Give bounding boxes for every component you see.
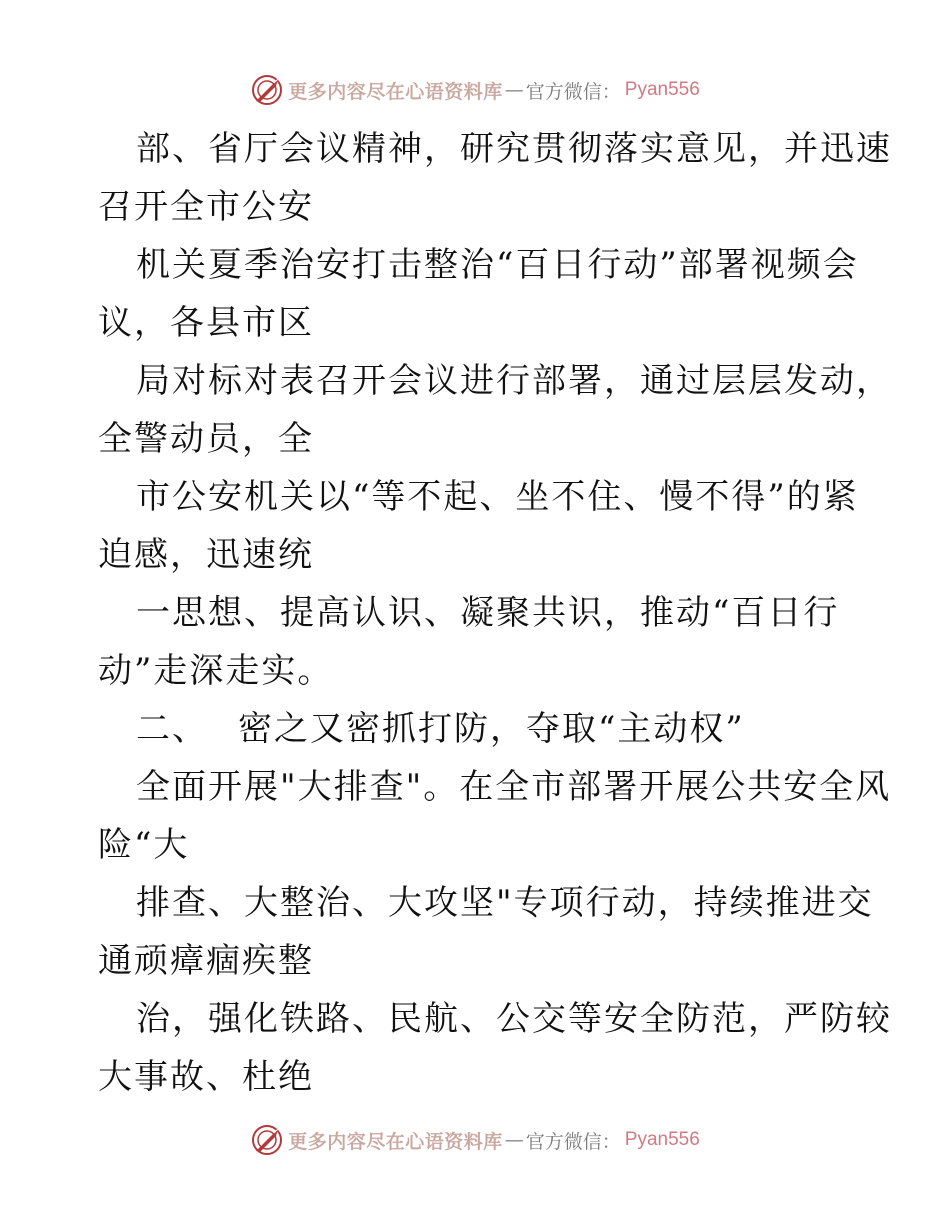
banner-wechat-label: 官方微信 — [525, 80, 602, 103]
header-banner — [0, 70, 950, 110]
body-line: 全警动员，全 — [98, 419, 314, 459]
body-line: 险“大 — [98, 825, 190, 865]
pen-circle-icon — [250, 73, 284, 107]
banner-wechat-id: Pyan556 — [624, 1129, 700, 1150]
banner-separator: — — [504, 1129, 524, 1151]
banner-title: 更多内容尽在心语资料库 — [288, 80, 503, 103]
body-line: 大事故、杜绝 — [98, 1057, 314, 1097]
banner-colon: ： — [601, 1130, 621, 1153]
banner-wechat-id: Pyan556 — [624, 79, 700, 100]
document-body — [98, 120, 892, 1106]
body-line: 市公安机关以“等不起、坐不住、慢不得”的紧 — [136, 477, 859, 517]
body-line: 排查、大整治、大攻坚"专项行动，持续推进交 — [136, 883, 874, 923]
body-line: 局对标对表召开会议进行部署，通过层层发动， — [136, 361, 892, 401]
body-line: 通顽瘴痼疾整 — [98, 941, 314, 981]
body-line: 动”走深走实。 — [98, 651, 334, 691]
body-line: 一思想、提高认识、凝聚共识，推动“百日行 — [136, 593, 840, 633]
section-number: 二、 — [136, 709, 208, 749]
footer-banner — [0, 1120, 950, 1160]
body-line: 全面开展"大排查"。在全市部署开展公共安全风 — [136, 767, 892, 807]
body-line: 机关夏季治安打击整治“百日行动”部署视频会 — [136, 245, 859, 285]
body-line: 治，强化铁路、民航、公交等安全防范，严防较 — [136, 999, 892, 1039]
section-title: 密之又密抓打防，夺取“主动权” — [238, 709, 745, 749]
banner-wechat-label: 官方微信 — [525, 1130, 602, 1153]
body-line: 议，各县市区 — [98, 303, 314, 343]
pen-circle-icon — [250, 1123, 284, 1157]
banner-separator: — — [504, 79, 524, 101]
body-line: 召开全市公安 — [98, 187, 314, 227]
body-line: 部、省厅会议精神，研究贯彻落实意见，并迅速 — [136, 129, 892, 169]
body-line: 迫感，迅速统 — [98, 535, 314, 575]
banner-colon: ： — [601, 80, 621, 103]
section-heading — [98, 700, 868, 758]
banner-title: 更多内容尽在心语资料库 — [288, 1130, 503, 1153]
